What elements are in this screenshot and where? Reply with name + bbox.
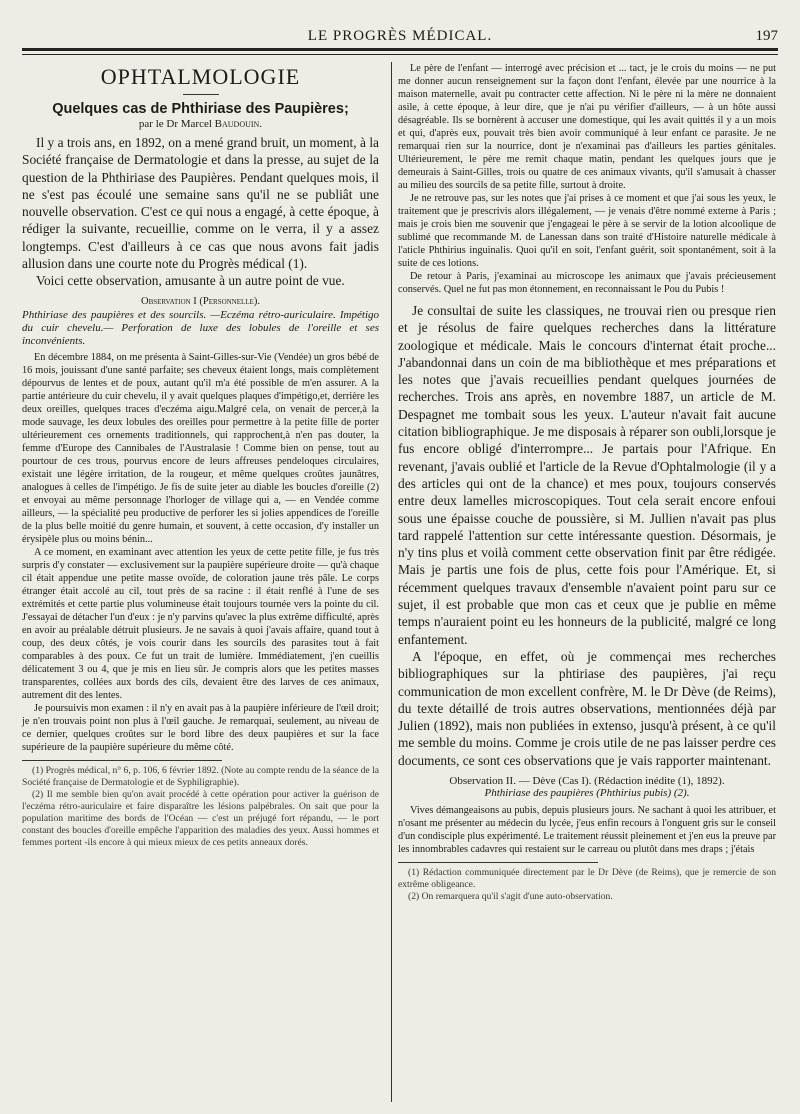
- observation-2-heading: Observation II. — Dève (Cas I). (Rédaction inédite (1), 1892).: [449, 775, 725, 788]
- observation-1-heading: Observation I (Personnelle).: [141, 295, 260, 307]
- intro-paragraph: Il y a trois ans, en 1892, on a mené grand bruit, un moment, à la Société française de Dermatologie et dans la presse, au sujet de la question de la Phthiriase des Paupières. Pendant quelques mois, il ne s'est pas écoulé une semaine sans qu'il ne se publiât une nouvelle observation. C'est ce qui nous a engagé, à cette époque, à rédiger la suivante, recueillie, comme on le verra, il y a assez longtemps. C'est d'ailleurs à ce cas que nous avons fait jadis allusion dans une courte note du Progrès médical (1).: [22, 135, 379, 272]
- body-paragraph: Le père de l'enfant — interrogé avec précision et ... tact, je le crois du moins — ne put me donner aucun renseignement sur la façon dont l'enfant, élevée par une nourrice à la maison maternelle, avait pu contracter cette affection. Ni le père ni la mère ne donnaient asile, à cette époque, à leur dire, que je n'ai pu vérifier d'ailleurs, — à un hôte aussi désagréable. Ils se bornèrent à accuser une domestique, qui les avait quittés il y a un mois et qui, d'après eux, pouvait très bien avoir communiqué à leur enfant ce parasite. Je ne remarquai rien sur la nourrice, dont je n'examinai pas d'ailleurs les parties génitales. Ultérieurement, le père me remit chaque matin, pendant les quelques jours que je demeurais à Saint-Gilles, trois ou quatre de ces animaux vivants, qu'il s'amusait à chasser au milieu des sourcils de sa petite fille, surtout à droite.: [398, 63, 776, 191]
- footnote-2: (2) Il me semble bien qu'on avait procédé à cette opération pour activer la guérison de l'eczéma rétro-auriculaire et faire disparaître les lésions palpébrales. On sait que pour la population maritime des bords de l'Océan — c'est un préjugé fort répandu, — le port constant des boucles d'oreille empêche l'apparition des maladies des yeux. Aussi hommes et femmes portent -ils encore à qui mieux mieux de ces petits anneaux dorés.: [22, 788, 379, 848]
- footnote-1: (1) Rédaction communiquée directement par le Dr Dève (de Reims), que je remercie de son extrême obligeance.: [398, 867, 776, 891]
- running-title: LE PROGRÈS MÉDICAL.: [307, 28, 493, 44]
- article-title: Quelques cas de Phthiriase des Paupières;: [52, 101, 349, 117]
- body-paragraph-large: Je consultai de suite les classiques, ne trouvai rien ou presque rien et je résolus de faire quelques recherches dans la littérature zoologique et médicale. Mais le concours d'internat était proche... J'abandonnai dans un coin de ma bibliothèque et mes préparations et les notes que j'avais recueillies pendant quelques journées de recherches. Trois ans après, en novembre 1887, un article de M. Despagnet me tombait sous les yeux. L'auteur n'avait fait aucune citation bibliographique. Je me disposais à réparer son oubli,lorsque je fus encore obligé d'interrompre... Je partais pour l'Afrique. En revenant, j'avais oublié et l'article de la Revue d'Ophtalmologie (il y a des articles qui ont de la chance) et mes poux, toujours conservés entre deux lamelles microscopiques. Tout cela serait encore enfoui sous une épaisse couche de poussière, si M. Jullien n'avait pas plus tard rappelé l'attention sur cette intéressante question. Désormais, je n'y tins plus et voilà comment cette observation finit par être rédigée. Mais je partis une fois de plus, cette fois pour l'Amérique. Et, si récemment quelques travaux d'ensemble n'avaient point paru sur ce sujet, il est probable que mon cas et ceux que je publie en même temps n'auraient point eu les honneurs de la publicité, malgré ce long enfantement.: [398, 303, 776, 647]
- left-column: [22, 62, 379, 849]
- intro-paragraph-2: Voici cette observation, amusante à un autre point de vue.: [36, 273, 345, 289]
- body-paragraph: Je ne retrouve pas, sur les notes que j'ai prises à ce moment et que j'ai sous les yeux, le traitement que je prescrivis alors illégalement, — je venais d'être nommé externe à Paris ; mais je crois bien me souvenir que j'engageai le père à se servir de la lotion alcoolique de sublimé que recommande M. de Lanessan dans son traité d'Histoire naturelle médicale à l'aticle Phthirius inguinalis. Quoi qu'il en soit, l'enfant guérit, soit spontanément, soit à la suite de ces lotions.: [398, 193, 776, 269]
- body-paragraph: Vives démangeaisons au pubis, depuis plusieurs jours. Ne sachant à quoi les attribuer, et n'osant me présenter au médecin du lycée, j'eus enfin recours à l'onguent gris sur le conseil d'un condisciple plus expérimenté. Le traitement réussit pleinement et j'en eus la preuve par les innombrables cadavres qui restaient sur le carreau ou plutôt dans mes draps ; j'étais: [398, 805, 776, 856]
- page-header: [22, 28, 778, 50]
- observation-2-subtitle: Phthiriase des paupières (Phthirius pubis) (2).: [484, 787, 690, 800]
- section-rule: [183, 94, 219, 95]
- header-rule-thin: [22, 54, 778, 55]
- footnote-rule: [398, 862, 598, 863]
- author-name: Baudouin.: [214, 118, 263, 130]
- author-line: [22, 118, 379, 130]
- body-paragraph: Je poursuivis mon examen : il n'y en avait pas à la paupière inférieure de l'œil droit; je n'en trouvais point non plus à l'œil gauche. Je remarquai, seulement, au niveau de ce dernier, quelques croûtes sur le bord libre des deux paupières et sur la face supérieure de la paupière supérieure du même côté.: [22, 702, 379, 753]
- footnote-rule: [22, 760, 222, 761]
- body-paragraph: De retour à Paris, j'examinai au microscope les animaux que j'avais précieusement conservés. Quel ne fut pas mon étonnement, en reconnaissant le Pou du Pubis !: [398, 271, 776, 295]
- observation-1-subtitle: Phthiriase des paupières et des sourcils. —Eczéma rétro-auriculaire. Impétigo du cuir chevelu.— Perforation de luxe des lobules de l'oreille et ses inconvénients.: [22, 308, 379, 347]
- footnote-2: (2) On remarquera qu'il s'agit d'une auto-observation.: [408, 891, 613, 903]
- body-paragraph-large: A l'époque, en effet, où je commençai mes recherches bibliographiques sur la phtiriase des paupières, j'ai reçu communication de mon excellent confrère, M. le Dr Dève (de Reims), du texte détaillé de trois autres observations, mentionnées déjà par Julien (1892), mais non publiées in extenso, jusqu'à présent, à ce qu'il me semble du moins. Comme je crois utile de ne pas laisser perdre ces documents, ce sont ces observations que je vais rapporter maintenant.: [398, 648, 776, 768]
- section-title: OPHTALMOLOGIE: [100, 64, 301, 89]
- header-rule: [22, 48, 778, 51]
- column-divider: [391, 62, 392, 1102]
- footnote-1: (1) Progrès médical, n° 6, p. 106, 6 février 1892. (Note au compte rendu de la séance de la Société française de Dermatologie et de Syphiligraphie).: [22, 764, 379, 788]
- author-prefix: par le Dr Marcel: [138, 118, 212, 130]
- right-column: [398, 62, 776, 903]
- body-paragraph: En décembre 1884, on me présenta à Saint-Gilles-sur-Vie (Vendée) un gros bébé de 16 mois, jouissant d'une santé parfaite; ses cheveux étaient longs, mais complètement dépourvus de lentes et de poux, autant qu'il m'a été possible de m'en assurer. A la partie antérieure du cuir chevelu, il y avait quelques plaques d'impétigo,et, derrière les deux oreilles, quelques traces d'eczéma aigu.Malgré cela, on venait de percer,à la mode sauvage, les deux lobules des oreilles pour permettre à la petite fille de porter ultérieurement ces ornements traditionnels, qui rapprochent,à n'en pas douter, la femme d'Europe des Cannibales de l'Australasie ! Comme bien on pense, tout au pourtour de ces trous, pourvus encore de leurs affreuses pendeloques circulaires, existait une légère irritation, de la rougeur, et même quelques croûtes jaunâtres, analogues à celles de l'impétigo. Je fis de suite jeter au diable les boucles d'oreille (2) et envoyai au même personnage l'horloger de village qui a, — en Vendée comme ailleurs, — la spécialité peu productive de perforer les si jolies appendices de l'oreille de la plus belle moitié du genre humain, et souvent, à cette occasion, d'y installer un érysipèle plus ou moins bénin...: [22, 351, 379, 545]
- page-number: 197: [755, 28, 778, 44]
- body-paragraph: A ce moment, en examinant avec attention les yeux de cette petite fille, je fus très surpris d'y constater — exclusivement sur la paupière supérieure droite — qu'à chaque cil était appendue une petite masse ovoïde, de coloration jaune très pâle. Le corps étranger était accolé au cil, tout près de sa racine : il était renflé à l'une de ses extrémités et cette partie plus volumineuse était toujours tournée vers la pointe du cil. J'essayai de détacher l'un d'eux : je n'y parvins qu'avec la plus extrême difficulté, après en avoir au préalable détruit plusieurs. Je ne savais à quoi j'avais affaire, quand tout à coup, des deux côtés, je vois courir dans les sourcils des parasites tout à fait comparables à des poux. Ce fut un trait de lumière. Immédiatement, j'en cueillis délicatement 3 ou 4, que je mis en lieu sûr. Je compris alors que les petites masses transparentes, collées aux bords des cils, devaient être des larves de ces animaux, autrement dit des lentes.: [22, 546, 379, 701]
